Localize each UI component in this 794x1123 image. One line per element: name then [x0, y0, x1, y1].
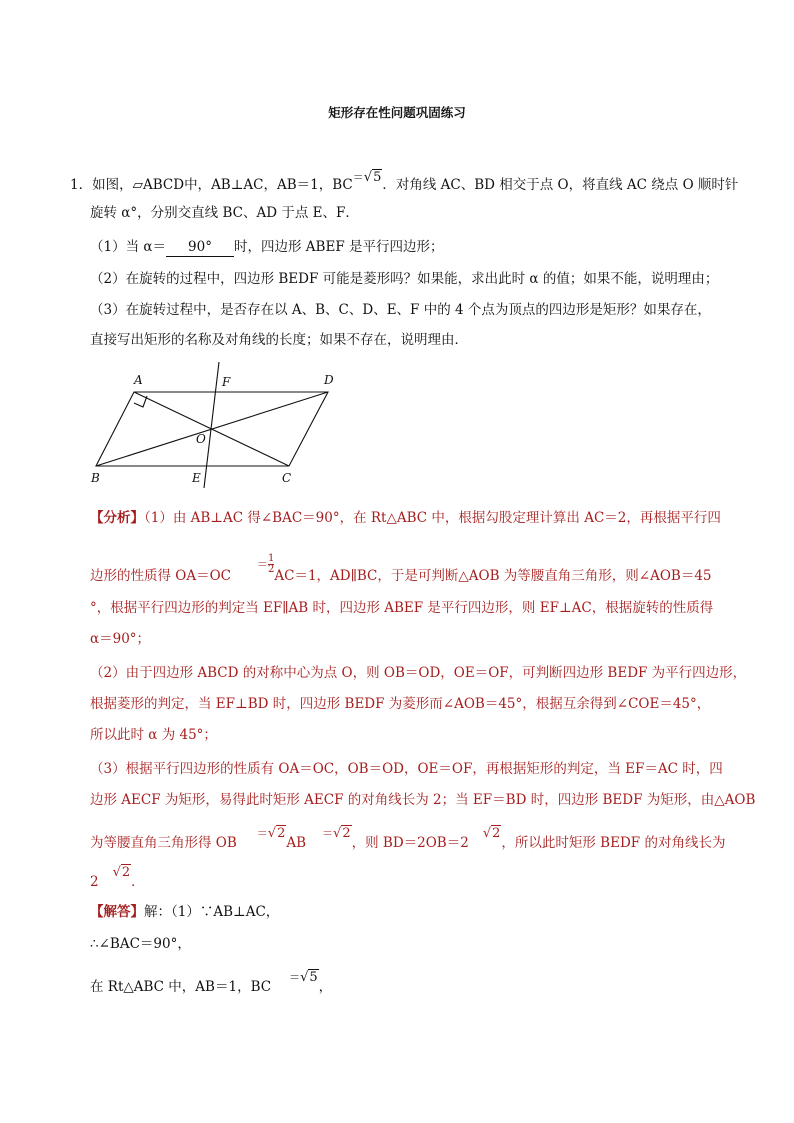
text: （1）由 AB⊥AC 得∠BAC＝90°，在 Rt△ABC 中，根据勾股定理计算出 AC＝2，再根据平行四: [144, 510, 721, 526]
text: 时，四边形 ABEF 是平行四边形；: [234, 239, 444, 255]
radicand: 2: [277, 826, 286, 841]
equals-sign: ＝: [352, 171, 364, 184]
equals-sign: ＝: [257, 558, 269, 571]
text: AB: [286, 835, 307, 851]
text: ，: [318, 979, 333, 995]
text: 2: [90, 874, 99, 890]
text: ▱ABCD: [132, 177, 185, 193]
solution-line-2: ∴∠BAC＝90°，: [90, 936, 191, 952]
analysis-line-4: α＝90°；: [90, 631, 151, 647]
radicand: 2: [121, 865, 131, 880]
text: 如图，: [92, 177, 133, 193]
question-3-line-1: （3）在旋转过程中，是否存在以 A、B、C、D、E、F 中的 4 个点为顶点的四边形是矩形？如果存在，: [90, 302, 711, 318]
text: （1）当 α＝: [90, 239, 166, 255]
parallelogram-figure: [88, 360, 348, 490]
label-a: A: [134, 373, 143, 387]
solution-line-1: [90, 903, 279, 921]
sqrt-expression: √5: [300, 970, 318, 985]
line-ef: [204, 362, 219, 488]
text: ．对角线 AC、BD 相交于点 O，将直线 AC 绕点 O 顺时针: [382, 177, 739, 193]
text: AC＝1，AD∥BC，于是可判断△AOB 为等腰直角三角形，则∠AOB＝45: [274, 568, 712, 584]
analysis-line-5: （2）由于四边形 ABCD 的对称中心为点 O，则 OB＝OD，OE＝OF，可判断四边形 BEDF 为平行四边形，: [90, 665, 747, 681]
label-o: O: [196, 432, 206, 446]
analysis-line-1: [90, 509, 721, 527]
fraction-half: [268, 554, 274, 575]
analysis-line-7: 所以此时 α 为 45°；: [90, 727, 217, 743]
numerator: 1: [268, 553, 275, 564]
denominator: 2: [268, 564, 275, 575]
label-e: E: [192, 471, 201, 485]
label-b: B: [91, 471, 100, 485]
analysis-line-2: [90, 553, 712, 587]
solution-line-3: [90, 970, 333, 997]
analysis-line-6: 根据菱形的判定，当 EF⊥BD 时，四边形 BEDF 为菱形而∠AOB＝45°，根据互余得到∠COE＝45°，: [90, 696, 711, 712]
radicand: 5: [373, 170, 382, 185]
problem-line-2: 旋转 α°，分别交直线 BC、AD 于点 E、F．: [90, 205, 359, 221]
analysis-line-8: （3）根据平行四边形的性质有 OA＝OC，OB＝OD，OE＝OF，再根据矩形的判定，当 EF＝AC 时，四: [90, 761, 723, 777]
text: 中，: [184, 177, 212, 193]
analysis-line-9: 边形 AECF 为矩形，易得此时矩形 AECF 的对角线长为 2；当 EF＝BD 时，四边形 BEDF 为矩形，由△AOB: [90, 792, 756, 808]
answer-blank: 90°: [166, 238, 234, 257]
text: 边形的性质得 OA＝OC: [90, 568, 232, 584]
text: ，所以此时矩形 BEDF 的对角线长为: [501, 835, 726, 851]
sqrt-expression: √2: [267, 826, 286, 841]
question-3-line-2: 直接写出矩形的名称及对角线的长度；如果不存在，说明理由．: [90, 332, 468, 348]
text: ．: [131, 874, 145, 890]
question-2: （2）在旋转的过程中，四边形 BEDF 可能是菱形吗？如果能，求出此时 α 的值；如果不能，说明理由；: [90, 271, 719, 287]
sqrt-expression: √2: [482, 826, 501, 841]
analysis-line-11: [90, 865, 145, 892]
radicand: 2: [342, 826, 351, 841]
label-f: F: [222, 375, 231, 389]
question-1: [90, 238, 443, 257]
text: 为等腰直角三角形得 OB: [90, 835, 237, 851]
text: ，则 BD＝2OB＝2: [351, 835, 469, 851]
analysis-line-10: [90, 826, 726, 853]
analysis-line-3: °，根据平行四边形的判定当 EF∥AB 时，四边形 ABEF 是平行四边形，则 EF⊥AC，根据旋转的性质得: [90, 600, 714, 616]
label-d: D: [324, 373, 334, 387]
sqrt-expression: √5: [363, 170, 382, 185]
page-title: 矩形存在性问题巩固练习: [328, 105, 466, 120]
radicand: 2: [492, 826, 501, 841]
equals-sign: ＝: [289, 971, 301, 984]
text: 在 Rt△ABC 中，AB＝1，BC: [90, 979, 272, 995]
solution-tag: 【解答】: [90, 904, 144, 920]
text: 解：（1）∵AB⊥AC，: [144, 904, 280, 920]
problem-number: 1．: [70, 177, 93, 193]
sqrt-expression: √2: [112, 865, 131, 880]
label-c: C: [282, 471, 292, 485]
radicand: 5: [309, 970, 318, 985]
text: AB⊥AC，AB＝1，BC: [211, 177, 353, 193]
sqrt-expression: √2: [333, 826, 351, 841]
diagonal-bd: [96, 392, 328, 466]
analysis-tag: 【分析】: [90, 510, 144, 526]
problem-line-1: [70, 170, 739, 195]
equals-sign: ＝: [322, 827, 334, 840]
equals-sign: ＝: [256, 827, 268, 840]
